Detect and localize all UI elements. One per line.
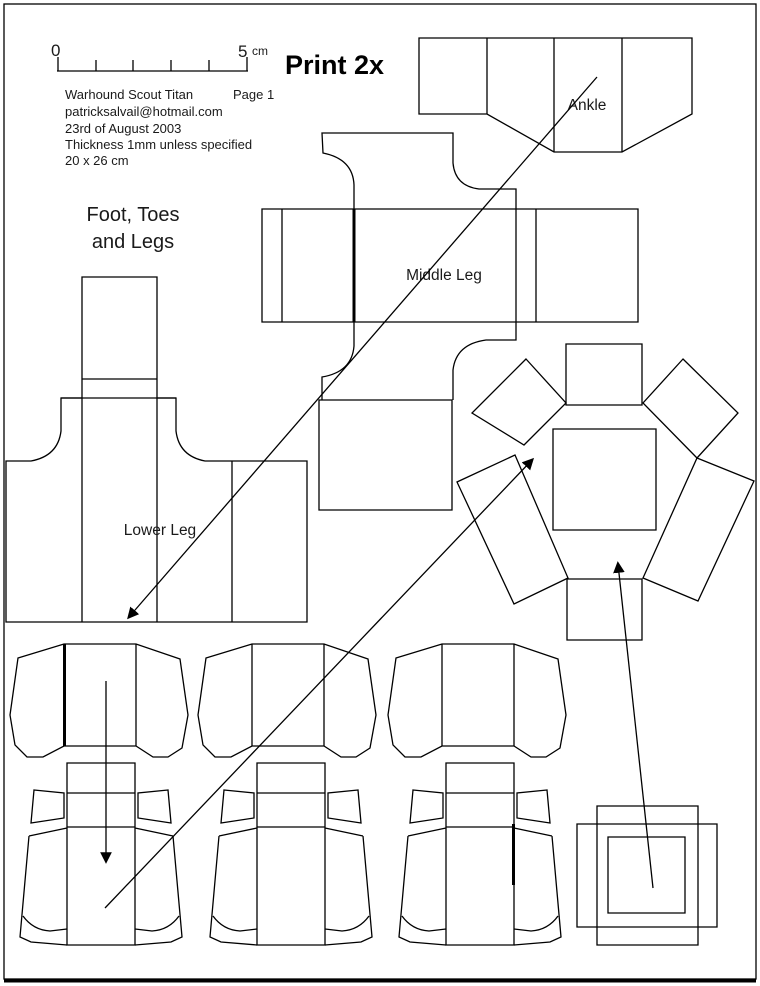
- author-email: patricksalvail@hotmail.com: [65, 104, 223, 119]
- arrow-ankle-to-lower-leg: [129, 77, 597, 617]
- scale-zero-label: 0: [51, 41, 61, 60]
- toe-top-piece-3: [388, 644, 566, 757]
- thickness-note: Thickness 1mm unless specified: [65, 137, 253, 152]
- page-number: Page 1: [233, 87, 275, 102]
- toe-top-piece-1: [10, 644, 188, 757]
- size-note: 20 x 26 cm: [65, 153, 129, 168]
- arrow-pad-to-joint: [618, 564, 653, 888]
- info-block: [65, 87, 274, 168]
- model-title: Warhound Scout Titan: [65, 87, 194, 102]
- date-line: 23rd of August 2003: [65, 121, 182, 136]
- assembly-arrows: [105, 77, 653, 908]
- toe-top-piece-2: [198, 644, 376, 757]
- middle-leg-label: Middle Leg: [406, 267, 482, 284]
- scale-unit-label: cm: [252, 44, 268, 58]
- lower-leg-piece: [6, 277, 307, 622]
- ankle-label: Ankle: [567, 97, 607, 114]
- print-note: Print 2x: [285, 50, 385, 80]
- toe-piece-1: [20, 763, 182, 945]
- lower-leg-label: Lower Leg: [123, 522, 197, 539]
- middle-leg-piece: [262, 133, 638, 510]
- toe-piece-2: [210, 763, 372, 945]
- scale-five-label: 5: [238, 42, 248, 61]
- scale-ruler: [57, 57, 248, 71]
- scale-bar: [51, 41, 268, 71]
- ankle-piece: [419, 38, 692, 152]
- section-heading: [86, 204, 179, 253]
- toe-piece-3: [399, 763, 561, 945]
- heading-line-1: Foot, Toes: [86, 204, 180, 226]
- heading-line-2: and Legs: [91, 231, 175, 253]
